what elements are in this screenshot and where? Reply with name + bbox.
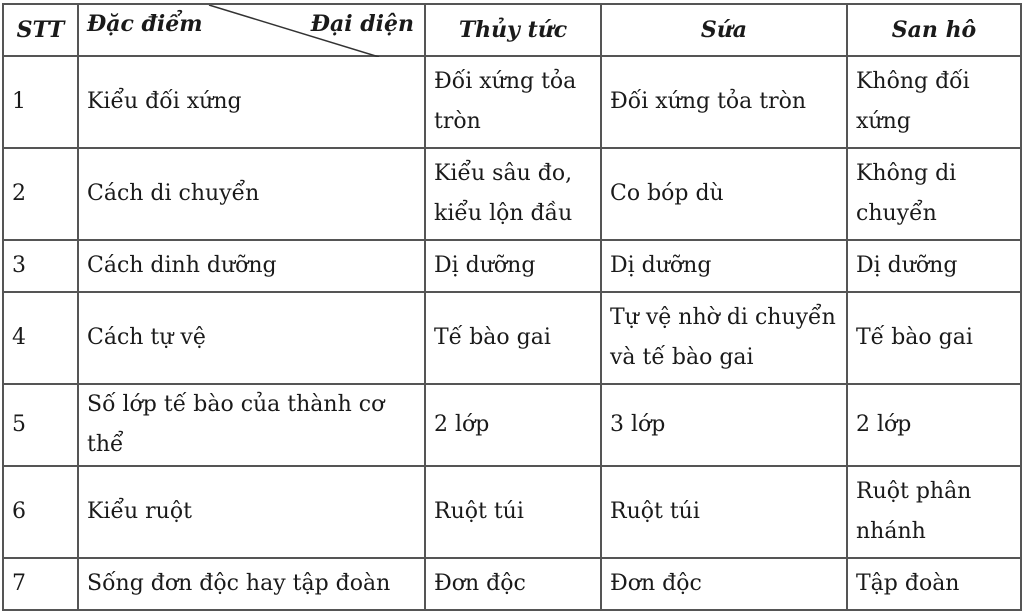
row-stt: 2: [3, 148, 78, 240]
table-row: [3, 292, 1021, 384]
header-col3: San hô: [847, 4, 1021, 56]
header-row: [3, 4, 1021, 56]
row-col2: Đơn độc: [601, 558, 847, 610]
row-stt: 5: [3, 384, 78, 466]
row-feature: Cách di chuyển: [78, 148, 425, 240]
row-col3: Dị dưỡng: [847, 240, 1021, 292]
row-stt: 7: [3, 558, 78, 610]
row-feature: Số lớp tế bào của thành cơ thể: [78, 384, 425, 466]
header-representative: Đại diện: [310, 11, 414, 37]
row-col3: Không đối xứng: [847, 56, 1021, 148]
row-col2: Ruột túi: [601, 466, 847, 558]
table-row: [3, 56, 1021, 148]
row-col1: Đối xứng tỏa tròn: [425, 56, 601, 148]
row-stt: 4: [3, 292, 78, 384]
row-feature: Kiểu ruột: [78, 466, 425, 558]
row-feature: Cách dinh dưỡng: [78, 240, 425, 292]
row-feature: Kiểu đối xứng: [78, 56, 425, 148]
header-diagonal-cell: [78, 4, 425, 56]
row-col3: 2 lớp: [847, 384, 1021, 466]
row-col1: Ruột túi: [425, 466, 601, 558]
row-feature: Sống đơn độc hay tập đoàn: [78, 558, 425, 610]
table-row: [3, 384, 1021, 466]
header-col1: Thủy tức: [425, 4, 601, 56]
row-col2: 3 lớp: [601, 384, 847, 466]
header-col2: Sứa: [601, 4, 847, 56]
table-row: [3, 240, 1021, 292]
header-stt: STT: [3, 4, 78, 56]
row-stt: 1: [3, 56, 78, 148]
row-col3: Không di chuyển: [847, 148, 1021, 240]
row-col1: Tế bào gai: [425, 292, 601, 384]
row-col1: Dị dưỡng: [425, 240, 601, 292]
row-col3: Ruột phân nhánh: [847, 466, 1021, 558]
row-stt: 6: [3, 466, 78, 558]
row-stt: 3: [3, 240, 78, 292]
table-row: [3, 558, 1021, 610]
row-col2: Dị dưỡng: [601, 240, 847, 292]
comparison-table: [2, 3, 1022, 611]
row-col2: Tự vệ nhờ di chuyển và tế bào gai: [601, 292, 847, 384]
row-col3: Tế bào gai: [847, 292, 1021, 384]
row-col3: Tập đoàn: [847, 558, 1021, 610]
row-col1: Kiểu sâu đo, kiểu lộn đầu: [425, 148, 601, 240]
table-row: [3, 466, 1021, 558]
header-feature: Đặc điểm: [87, 11, 203, 37]
row-col1: Đơn độc: [425, 558, 601, 610]
row-col2: Đối xứng tỏa tròn: [601, 56, 847, 148]
row-col2: Co bóp dù: [601, 148, 847, 240]
row-col1: 2 lớp: [425, 384, 601, 466]
table-row: [3, 148, 1021, 240]
row-feature: Cách tự vệ: [78, 292, 425, 384]
